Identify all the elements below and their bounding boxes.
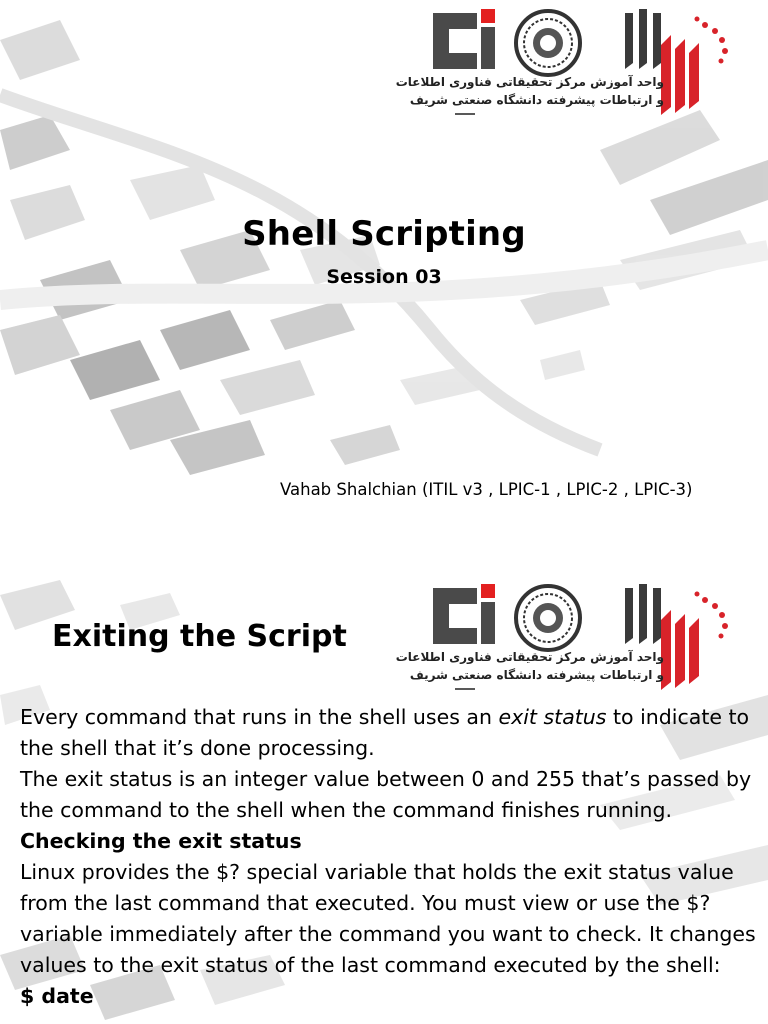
title-slide (0, 0, 768, 510)
paragraph-exit-status-intro: Every command that runs in the shell uses an exit status to indicate to the shell that it’s done processing. (20, 705, 750, 760)
institution-logo (395, 580, 750, 695)
slide-title: Shell Scripting (242, 214, 526, 254)
logo-text-line1: واحد آموزش مرکز تحقیقاتی فناوری اطلاعات (395, 650, 664, 664)
logo-text-line2: و ارتباطات پیشرفته دانشگاه صنعتی شریف (409, 668, 664, 682)
ci-logo-icon (433, 9, 495, 69)
slide-subtitle: Session 03 (326, 266, 442, 288)
slide-separator (0, 510, 768, 575)
institution-logo (395, 5, 750, 120)
university-seal-icon (516, 586, 580, 650)
author-credit: Vahab Shalchian (ITIL v3 , LPIC-1 , LPIC-2 , LPIC-3) (280, 480, 693, 499)
term-exit-status: exit status (498, 705, 607, 729)
slide-body (20, 702, 760, 1012)
slide-heading: Exiting the Script (52, 619, 347, 654)
ci-logo-icon (433, 584, 495, 644)
logo-text-line1: واحد آموزش مرکز تحقیقاتی فناوری اطلاعات (395, 75, 664, 89)
paragraph-special-variable: Linux provides the $? special variable that holds the exit status value from the last command that executed. You must view or use the $? variable immediately after the command you want to check. It changes values to the exit status of the last command executed by the shell: (20, 860, 756, 977)
university-seal-icon (516, 11, 580, 75)
command-example: $ date (20, 984, 94, 1008)
logo-text-line2: و ارتباطات پیشرفته دانشگاه صنعتی شریف (409, 93, 664, 107)
paragraph-exit-range: The exit status is an integer value between 0 and 255 that’s passed by the command to the shell when the command finishes running. (20, 767, 752, 822)
subheading-checking-exit-status: Checking the exit status (20, 829, 302, 853)
content-slide (0, 575, 768, 1024)
